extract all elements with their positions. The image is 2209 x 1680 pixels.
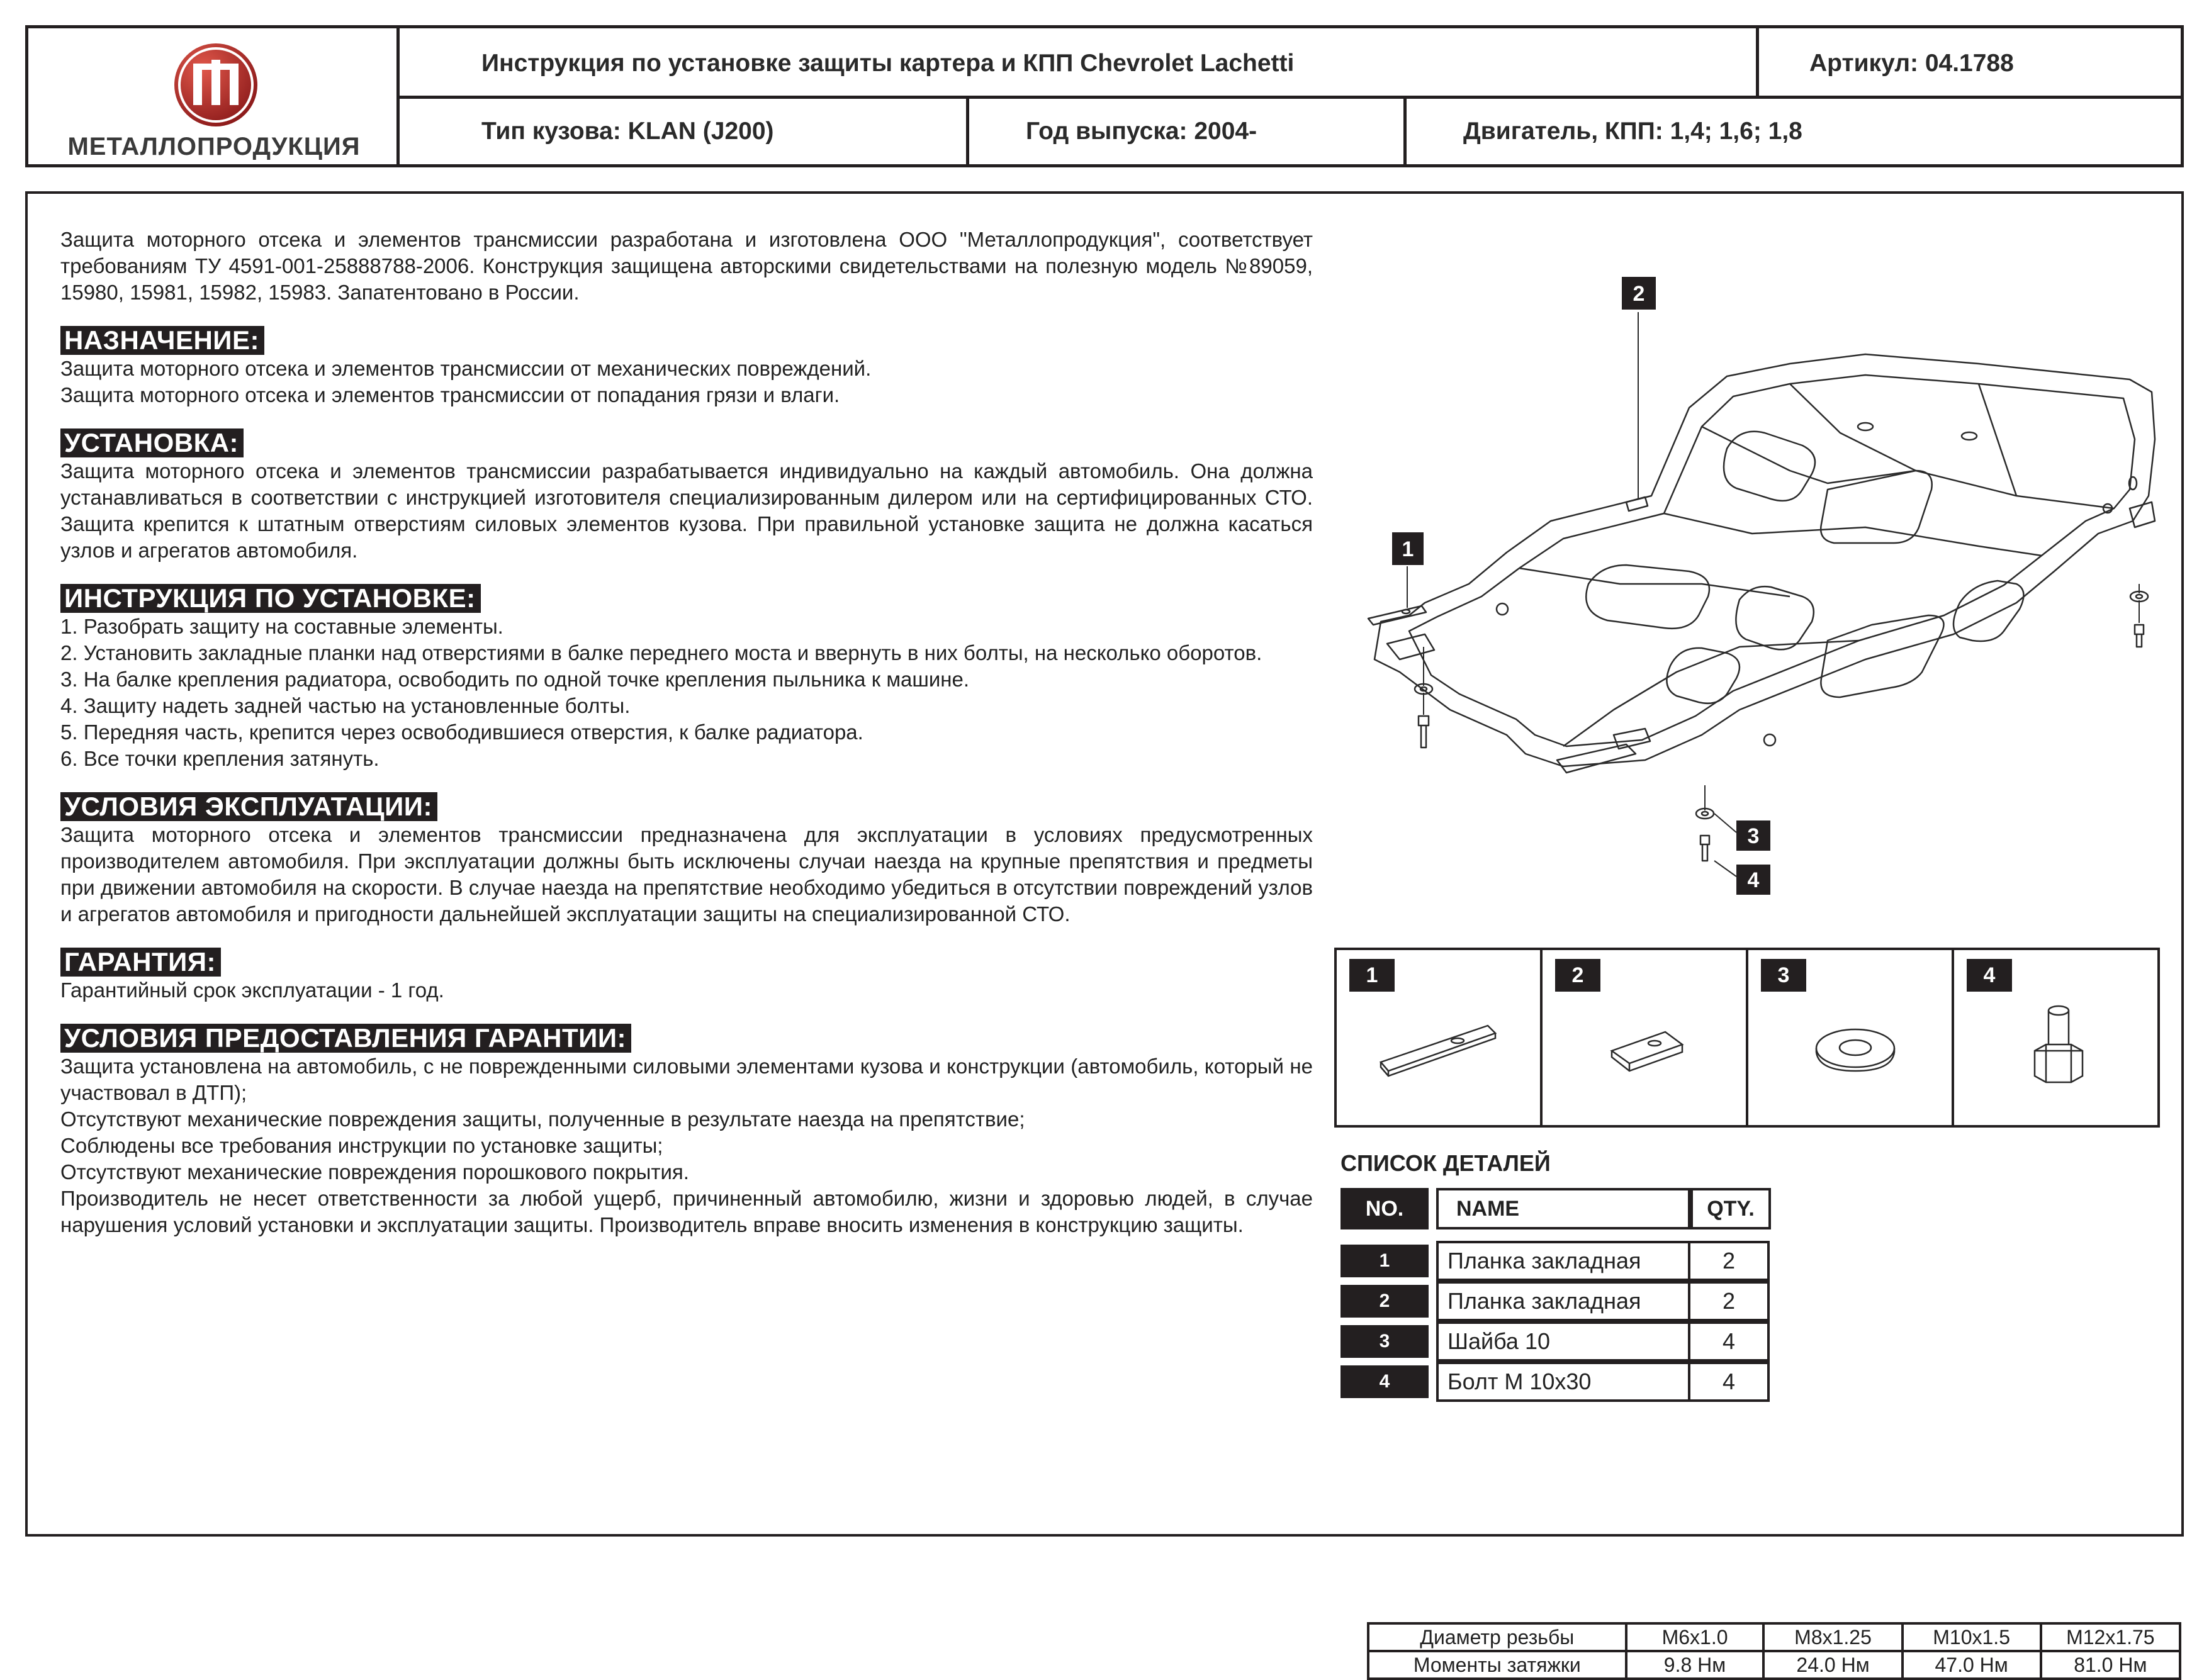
- row-name: Планка закладная: [1436, 1281, 1690, 1321]
- warranty-term: Отсутствуют механические повреждения порошкового покрытия.: [60, 1160, 689, 1184]
- title-block: [25, 25, 2184, 167]
- section-heading-warranty-terms: УСЛОВИЯ ПРЕДОСТАВЛЕНИЯ ГАРАНТИИ:: [60, 1024, 631, 1053]
- body-type: Тип кузова: KLAN (J200): [481, 118, 774, 145]
- torque-row-values: [1368, 1651, 2180, 1679]
- table-row: [1341, 1241, 1775, 1281]
- article-number: Артикул: 04.1788: [1809, 50, 2014, 77]
- plate-opening: [1953, 581, 2023, 641]
- part-number: 3: [1761, 959, 1806, 992]
- row-name: Планка закладная: [1436, 1241, 1690, 1281]
- callout-label: 4: [1747, 868, 1760, 892]
- article-cell: [1756, 28, 2181, 96]
- brand-name: МЕТАЛЛОПРОДУКЦИЯ: [67, 133, 361, 160]
- col-header-qty: QTY.: [1690, 1188, 1771, 1229]
- callout-badge-1: [1392, 532, 1424, 565]
- warranty-term: Защита установлена на автомобиль, с не поврежденными силовыми элементами кузова и конструкции (автомобиль, который не участвовал в ДТП);: [60, 1055, 1313, 1104]
- torque-value: 81.0 Нм: [2041, 1651, 2180, 1679]
- part-box-2: [1543, 950, 1748, 1125]
- torque-value: 47.0 Нм: [1903, 1651, 2041, 1679]
- instruction-step: 2. Установить закладные планки над отверстиями в балке переднего моста и ввернуть в них болты, на несколько оборотов.: [60, 641, 1262, 664]
- year-cell: [969, 99, 1407, 164]
- engine-cell: [1407, 99, 2181, 164]
- warranty-term: Производитель не несет ответственности за любой ущерб, причиненный автомобилю, жизни и здоровью людей, в случае нарушения условий установки и эксплуатации защиты. Производитель вправе вносить изменения в конструкцию защиты.: [60, 1187, 1313, 1236]
- long-plate-icon: [1337, 950, 1542, 1125]
- conditions-paragraph: Защита моторного отсека и элементов трансмиссии предназначена для эксплуатации в условиях предусмотренных производителем автомобиля. При эксплуатации должны быть исключены случаи наезда на крупные препятствия и предметы при движении автомобиля на скорости. В случае наезда на препятствие необходимо убедиться в отсутствии повреждений узлов и агрегатов автомобиля и пригодности дальнейшей эксплуатации защиты на специализированной СТО.: [60, 823, 1313, 926]
- install-paragraph: Защита моторного отсека и элементов трансмиссии разрабатывается индивидуально на каждый автомобиль. Она должна устанавливаться в соответствии с инструкцией изготовителя специализированным дилером или на сертифицированных СТО. Защита крепится к штатным отверстиям силовых элементов кузова. При правильной установке защита не должна касаться узлов и агрегатов автомобиля.: [60, 459, 1313, 562]
- instructions-text: [60, 227, 1313, 1238]
- body-type-cell: [400, 99, 969, 164]
- mount-bracket: [1626, 497, 1648, 511]
- section-heading-warranty: ГАРАНТИЯ:: [60, 948, 221, 977]
- row-qty: 2: [1688, 1281, 1770, 1321]
- plate-outline: [1374, 354, 2155, 766]
- instruction-step: 4. Защиту надеть задней частью на установленные болты.: [60, 694, 631, 717]
- instruction-step: 5. Передняя часть, крепится через освободившиеся отверстия, к балке радиатора.: [60, 720, 863, 744]
- instruction-step: 1. Разобрать защиту на составные элементы.: [60, 615, 503, 638]
- instruction-step: 3. На балке крепления радиатора, освободить по одной точке крепления пыльника к машине.: [60, 668, 970, 691]
- header-row-specs: [400, 99, 2181, 164]
- warranty-text: Гарантийный срок эксплуатации - 1 год.: [60, 978, 444, 1002]
- col-header-name: NAME: [1436, 1188, 1690, 1229]
- table-row: [1341, 1281, 1775, 1321]
- plate-opening: [1724, 432, 1815, 501]
- document-title: Инструкция по установке защиты картера и КПП Chevrolet Lachetti: [481, 50, 1295, 77]
- torque-table: [1367, 1622, 2181, 1680]
- section-heading-instructions: ИНСТРУКЦИЯ ПО УСТАНОВКЕ:: [60, 584, 481, 613]
- parts-illustrations: [1334, 948, 2160, 1128]
- callout-label: 3: [1747, 824, 1760, 848]
- section-heading-conditions: УСЛОВИЯ ЭКСПЛУАТАЦИИ:: [60, 792, 437, 821]
- plate-opening: [1821, 615, 1943, 697]
- row-qty: 4: [1688, 1362, 1770, 1402]
- purpose-line: Защита моторного отсека и элементов трансмиссии от механических повреждений.: [60, 357, 872, 380]
- section-heading-purpose: НАЗНАЧЕНИЕ:: [60, 326, 264, 355]
- part-number: 1: [1349, 959, 1395, 992]
- callout-badge-2: [1622, 277, 1656, 310]
- intro-paragraph: Защита моторного отсека и элементов трансмиссии разработана и изготовлена ООО "Металлопродукция", соответствует требованиям ТУ 4591-001-25888788-2006. Конструкция защищена авторскими свидетельствами на полезную модель №89059, 15980, 15981, 15982, 15983. Запатентовано в России.: [60, 228, 1313, 304]
- part-number: 2: [1555, 959, 1600, 992]
- warranty-term: Отсутствуют механические повреждения защиты, полученные в результате наезда на препятствие;: [60, 1107, 1025, 1131]
- production-year: Год выпуска: 2004-: [1026, 118, 1257, 145]
- row-name: Болт М 10х30: [1436, 1362, 1690, 1402]
- table-row: [1341, 1321, 1775, 1362]
- purpose-line: Защита моторного отсека и элементов трансмиссии от попадания грязи и влаги.: [60, 383, 840, 406]
- row-number: 2: [1341, 1285, 1429, 1318]
- part-box-1: [1337, 950, 1543, 1125]
- plate-opening: [1667, 648, 1740, 703]
- thread-size: M12x1.75: [2041, 1623, 2180, 1651]
- part-number: 4: [1967, 959, 2012, 992]
- thread-size: M8x1.25: [1763, 1623, 1902, 1651]
- col-header-no: NO.: [1341, 1188, 1429, 1229]
- header-row-title: [400, 28, 2181, 99]
- part-box-4: [1954, 950, 2157, 1125]
- row-qty: 2: [1688, 1241, 1770, 1281]
- instruction-step: 6. Все точки крепления затянуть.: [60, 747, 379, 770]
- thread-size: M6x1.0: [1626, 1623, 1764, 1651]
- callout-badge-3: [1736, 820, 1770, 851]
- section-heading-install: УСТАНОВКА:: [60, 428, 244, 457]
- callout-label: 2: [1633, 282, 1645, 306]
- row-qty: 4: [1688, 1321, 1770, 1362]
- thread-size: M10x1.5: [1903, 1623, 2041, 1651]
- row-number: 1: [1341, 1245, 1429, 1277]
- logo-box: [28, 28, 400, 164]
- company-logo-icon: [172, 41, 260, 129]
- row-number: 4: [1341, 1365, 1429, 1398]
- torque-value: 9.8 Нм: [1626, 1651, 1764, 1679]
- thread-diameter-label: Диаметр резьбы: [1368, 1623, 1626, 1651]
- torque-value: 24.0 Нм: [1763, 1651, 1902, 1679]
- main-frame: [25, 191, 2184, 1676]
- table-row: [1341, 1362, 1775, 1402]
- engine-gearbox: Двигатель, КПП: 1,4; 1,6; 1,8: [1463, 118, 1802, 145]
- short-plate-icon: [1543, 950, 1748, 1125]
- callout-badge-4: [1736, 865, 1770, 895]
- row-number: 3: [1341, 1325, 1429, 1358]
- bolt-icon: [1954, 950, 2159, 1125]
- tightening-torque-label: Моменты затяжки: [1368, 1651, 1626, 1679]
- plate-opening: [1736, 586, 1813, 649]
- bolt-assembly-front: [1696, 809, 1714, 861]
- part-box-3: [1748, 950, 1954, 1125]
- washer-icon: [1748, 950, 1953, 1125]
- plate-opening: [1586, 565, 1709, 629]
- torque-row-thread: [1368, 1623, 2180, 1651]
- warranty-term: Соблюдены все требования инструкции по установке защиты;: [60, 1134, 663, 1157]
- callout-label: 1: [1402, 537, 1414, 561]
- parts-list-title: СПИСОК ДЕТАЛЕЙ: [1341, 1150, 1551, 1176]
- row-name: Шайба 10: [1436, 1321, 1690, 1362]
